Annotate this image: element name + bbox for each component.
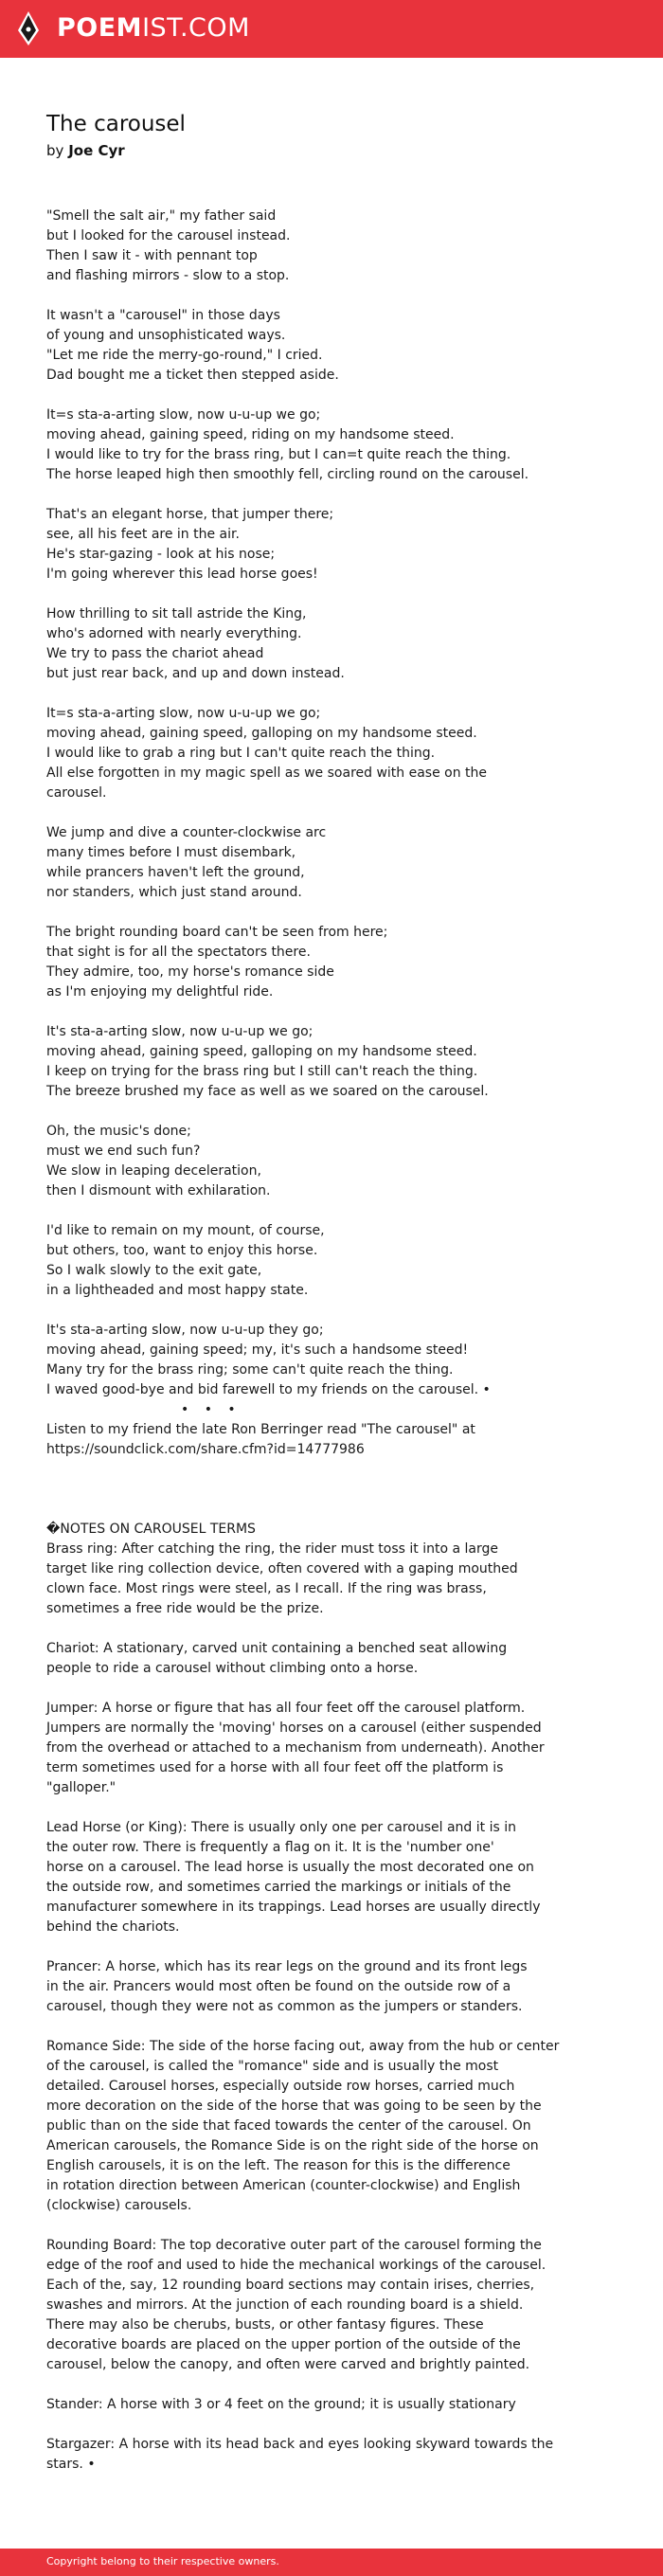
text-line: from the overhead or attached to a mechanism from underneath). Another [46,1740,545,1756]
text-line: nor standers, which just stand around. [46,885,302,900]
site-logo[interactable] [57,12,250,45]
spacer [46,1460,558,1520]
text-line: I keep on trying for the brass ring but I still can't reach the thing. [46,1064,478,1079]
text-line: Chariot: A stationary, carved unit containing a benched seat allowing [46,1641,508,1656]
text-line: moving ahead, gaining speed, galloping on my handsome steed. [46,726,477,741]
poem-title: The carousel [46,112,186,136]
text-line: moving ahead, gaining speed, riding on my handsome steed. [46,427,455,442]
note-paragraph [46,2395,558,2415]
stanza [46,823,558,903]
logo-bold-text: POEM [57,13,143,43]
pen-nib-icon[interactable] [16,9,41,47]
text-line: manufacturer somewhere in its trappings. Lead horses are usually directly [46,1900,541,1915]
text-line: There may also be cherubs, busts, or other fantasy figures. These [46,2317,484,2333]
text-line: the outside row, and sometimes carried the markings or initials of the [46,1880,511,1895]
text-line: swashes and mirrors. At the junction of each rounding board is a shield. [46,2297,524,2313]
text-line: Oh, the music's done; [46,1124,191,1139]
stanza [46,704,558,803]
text-line: How thrilling to sit tall astride the King, [46,606,307,621]
note-paragraph [46,1639,558,1679]
text-line: Prancer: A horse, which has its rear legs on the ground and its front legs [46,1959,528,1974]
text-line: horse on a carousel. The lead horse is usually the most decorated one on [46,1860,534,1875]
poem-body [46,207,558,2495]
text-line: while prancers haven't left the ground, [46,865,305,880]
text-line: of the carousel, is called the "romance" side and is usually the most [46,2059,499,2074]
author-name[interactable]: Joe Cyr [68,142,125,159]
text-line: Stander: A horse with 3 or 4 feet on the ground; it is usually stationary [46,2397,516,2412]
text-line: We jump and dive a counter-clockwise arc [46,825,327,840]
text-line: Dad bought me a ticket then stepped aside. [46,368,339,383]
site-header [0,0,663,58]
text-line: All else forgotten in my magic spell as we soared with ease on the [46,766,488,781]
text-line: It's sta-a-arting slow, now u-u-up we go; [46,1024,314,1039]
text-line: decorative boards are placed on the upper portion of the outside of the [46,2337,521,2352]
text-line: detailed. Carousel horses, especially outside row horses, carried much [46,2079,515,2094]
text-line: Stargazer: A horse with its head back and eyes looking skyward towards the [46,2437,554,2452]
text-line: term sometimes used for a horse with all four feet off the platform is [46,1760,504,1775]
text-line: carousel, below the canopy, and often were carved and brightly painted. [46,2357,530,2372]
listen-note [46,1420,558,1460]
text-line: The breeze brushed my face as well as we soared on the carousel. [46,1084,489,1099]
stanza [46,306,558,386]
by-label: by [46,142,64,159]
text-line: Brass ring: After catching the ring, the rider must toss it into a large [46,1541,499,1557]
text-line: more decoration on the side of the horse that was going to be seen by the [46,2099,542,2114]
text-line: in the air. Prancers would most often be found on the outside row of a [46,1979,511,1994]
text-line: must we end such fun? [46,1144,201,1159]
text-line: but others, too, want to enjoy this horse. [46,1243,318,1258]
text-line: carousel, though they were not as common as the jumpers or standers. [46,1999,523,2014]
text-line: behind the chariots. [46,1919,180,1935]
text-line: as I'm enjoying my delightful ride. [46,984,274,1000]
text-line: He's star-gazing - look at his nose; [46,547,276,562]
text-line: who's adorned with nearly everything. [46,626,302,641]
stanza [46,923,558,1002]
text-line: (clockwise) carousels. [46,2198,192,2213]
text-line: the outer row. There is frequently a flag on it. It is the 'number one' [46,1840,494,1855]
text-line: So I walk slowly to the exit gate, [46,1263,262,1278]
stanza [46,1022,558,1102]
text-line: Then I saw it - with pennant top [46,248,258,263]
stanza [46,1221,558,1301]
text-line: The horse leaped high then smoothly fell, circling round on the carousel. [46,467,529,482]
text-line: Many try for the brass ring; some can't quite reach the thing. [46,1362,454,1378]
text-line: see, all his feet are in the air. [46,527,240,542]
stanza [46,1122,558,1201]
text-line: Jumpers are normally the 'moving' horses on a carousel (either suspended [46,1720,542,1736]
text-line: Each of the, say, 12 rounding board sections may contain irises, cherries, [46,2278,535,2293]
copyright-text: Copyright belong to their respective owners. [46,2555,279,2567]
text-line: "galloper." [46,1780,116,1795]
byline [46,141,125,160]
text-line: "Let me ride the merry-go-round," I cried. [46,348,323,363]
text-line: I would like to try for the brass ring, but I can=t quite reach the thing. [46,447,511,462]
stanza [46,1321,558,1400]
text-line: but just rear back, and up and down instead. [46,666,345,681]
text-line: in rotation direction between American (counter-clockwise) and English [46,2178,521,2193]
text-line: sometimes a free ride would be the prize. [46,1601,324,1616]
note-paragraph [46,2435,558,2475]
text-line: I would like to grab a ring but I can't quite reach the thing. [46,746,436,761]
text-line: I'm going wherever this lead horse goes! [46,567,318,582]
text-line: I'd like to remain on my mount, of course, [46,1223,325,1238]
text-line: It=s sta-a-arting slow, now u-u-up we go; [46,706,321,721]
text-line: public than on the side that faced towards the center of the carousel. On [46,2118,531,2134]
note-paragraph [46,1818,558,1937]
text-line: It's sta-a-arting slow, now u-u-up they go; [46,1323,324,1338]
text-line: and flashing mirrors - slow to a stop. [46,268,290,283]
stanza [46,207,558,286]
text-line: in a lightheaded and most happy state. [46,1283,309,1298]
text-line: Rounding Board: The top decorative outer part of the carousel forming the [46,2238,542,2253]
note-paragraph [46,1540,558,1619]
stanza [46,405,558,485]
note-paragraph [46,2037,558,2216]
notes-heading: �NOTES ON CAROUSEL TERMS [46,1522,256,1537]
stanza [46,505,558,585]
text-line: Listen to my friend the late Ron Berringer read "The carousel" at [46,1422,475,1437]
audio-link[interactable]: https://soundclick.com/share.cfm?id=14777986 [46,1442,365,1457]
text-line: Lead Horse (or King): There is usually only one per carousel and it is in [46,1820,516,1835]
text-line: We slow in leaping deceleration, [46,1163,261,1179]
stanza [46,604,558,684]
text-line: The bright rounding board can't be seen from here; [46,925,388,940]
text-line: many times before I must disembark, [46,845,296,860]
text-line: target like ring collection device, often covered with a gaping mouthed [46,1561,518,1576]
text-line: moving ahead, gaining speed; my, it's such a handsome steed! [46,1342,469,1358]
text-line: We try to pass the chariot ahead [46,646,264,661]
text-line: edge of the roof and used to hide the mechanical workings of the carousel. [46,2258,547,2273]
site-footer [0,2549,663,2576]
text-line: American carousels, the Romance Side is on the right side of the horse on [46,2138,539,2153]
text-line: carousel. [46,785,107,801]
text-line: I waved good-bye and bid farewell to my friends on the carousel. • [46,1382,491,1397]
text-line: "Smell the salt air," my father said [46,208,277,224]
text-line: people to ride a carousel without climbing onto a horse. [46,1661,419,1676]
note-paragraph [46,2236,558,2375]
text-line: It=s sta-a-arting slow, now u-u-up we go; [46,407,321,423]
text-line: of young and unsophisticated ways. [46,328,286,343]
text-line: Romance Side: The side of the horse facing out, away from the hub or center [46,2039,560,2054]
text-line: that sight is for all the spectators there. [46,945,311,960]
section-divider: • • • [181,1402,242,1417]
text-line: That's an elegant horse, that jumper there; [46,507,334,522]
note-paragraph [46,1957,558,2017]
text-line: They admire, too, my horse's romance side [46,964,334,980]
text-line: stars. • [46,2457,96,2472]
text-line: but I looked for the carousel instead. [46,228,291,243]
note-paragraph [46,1699,558,1798]
logo-light-text: IST.COM [142,13,250,43]
text-line: Jumper: A horse or figure that has all four feet off the carousel platform. [46,1701,526,1716]
text-line: moving ahead, gaining speed, galloping on my handsome steed. [46,1044,477,1059]
text-line: English carousels, it is on the left. The reason for this is the difference [46,2158,511,2173]
text-line: It wasn't a "carousel" in those days [46,308,280,323]
text-line: clown face. Most rings were steel, as I recall. If the ring was brass, [46,1581,487,1596]
text-line: then I dismount with exhilaration. [46,1183,271,1198]
